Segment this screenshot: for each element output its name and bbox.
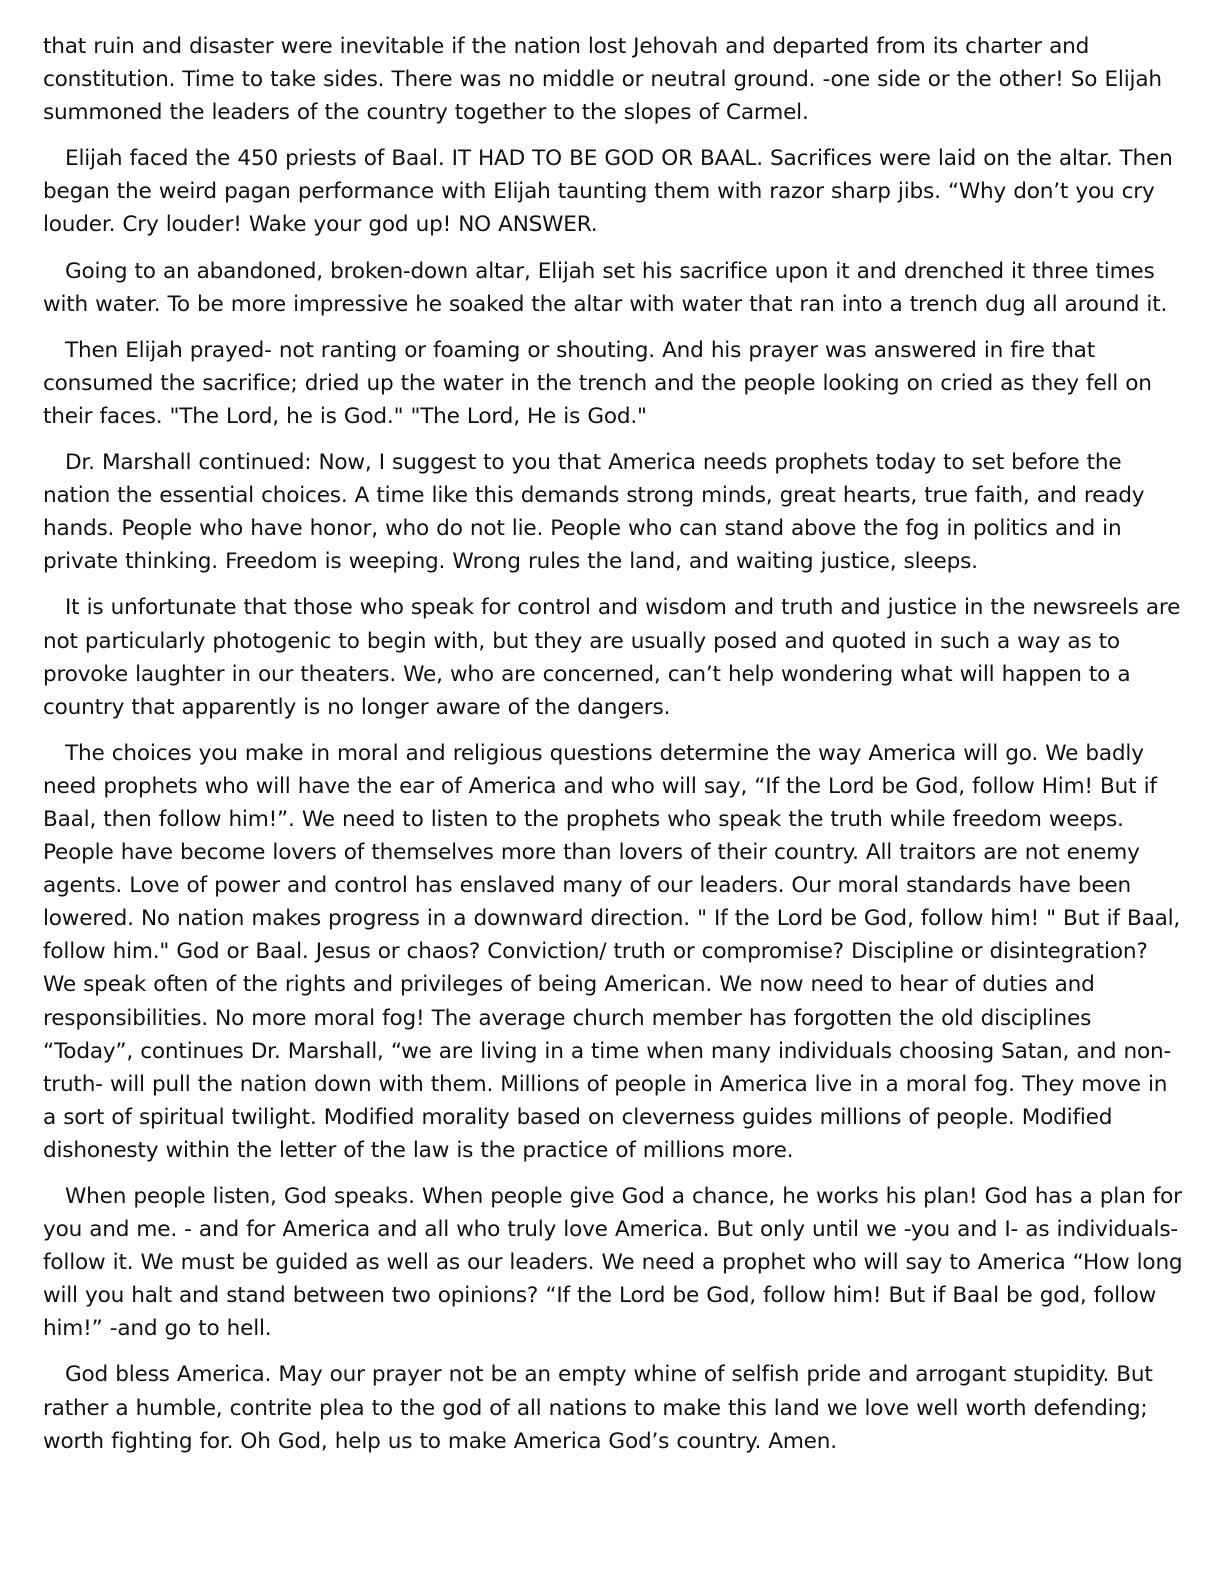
paragraph-god-speaks: When people listen, God speaks. When people give God a chance, he works his plan! God has a plan for you and me. - and for America and all who truly love America. But only until we -you and I- as individuals- follow it. We must be guided as well as our leaders. We need a prophet who will say to America “How long will you halt and stand between two opinions? “If the Lord be God, follow him! But if Baal be god, follow him!” -and go to hell. [43,1184,1183,1342]
paragraph-choices: The choices you make in moral and religious questions determine the way America will go. We badly need prophets who will have the ear of America and who will say, “If the Lord be God, follow Him! But if Baal, then follow him!”. We need to listen to the prophets who speak the truth while freedom weeps. People have become lovers of themselves more than lovers of their country. All traitors are not enemy agents. Love of power and control has enslaved many of our leaders. Our moral standards have been lowered. No nation makes progress in a downward direction. " If the Lord be God, follow him! " But if Baal, follow him." God or Baal. Jesus or chaos? Conviction/ truth or compromise? Discipline or disintegration? We speak often of the rights and privileges of being American. We now need to hear of duties and responsibilities. No more moral fog! The average church member has forgotten the old disciplines “Today”, continues Dr. Marshall, “we are living in a time when many individuals choosing Satan, and non-truth- will pull the nation down with them. Millions of people in America live in a moral fog. They move in a sort of spiritual twilight. Modified morality based on cleverness guides millions of people. Modified dishonesty within the letter of the law is the practice of millions more. [43,740,1181,1163]
paragraph-marshall: Dr. Marshall continued: Now, I suggest to you that America needs prophets today to set before the nation the essential choices. A time like this demands strong minds, great hearts, true faith, and ready hands. People who have honor, who do not lie. People who can stand above the fog in politics and in private thinking. Freedom is weeping. Wrong rules the land, and waiting justice, sleeps. [43,450,1145,575]
paragraph-newsreels: It is unfortunate that those who speak for control and wisdom and truth and justice in the newsreels are not particularly photogenic to begin with, but they are usually posed and quoted in such a way as to provoke laughter in our theaters. We, who are concerned, can’t help wondering what will happen to a country that apparently is no longer aware of the dangers. [43,595,1181,720]
paragraph-god-bless: God bless America. May our prayer not be an empty whine of selfish pride and arrogant stupidity. But rather a humble, contrite plea to the god of all nations to make this land we love well worth defending; worth fighting for. Oh God, help us to make America God’s country. Amen. [43,1362,1153,1454]
paragraph-continuation: that ruin and disaster were inevitable if the nation lost Jehovah and departed from its charter and constitution. Time to take sides. There was no middle or neutral ground. -one side or the other! So Elijah summoned the leaders of the country together to the slopes of Carmel. [43,34,1162,126]
paragraph-prayer: Then Elijah prayed- not ranting or foaming or shouting. And his prayer was answered in fire that consumed the sacrifice; dried up the water in the trench and the people looking on cried as they fell on their faces. "The Lord, he is God." "The Lord, He is God." [43,337,1152,429]
paragraph-elijah-priests: Elijah faced the 450 priests of Baal. IT HAD TO BE GOD OR BAAL. Sacrifices were laid on the altar. Then began the weird pagan performance with Elijah taunting them with razor sharp jibs. “Why don’t you cry louder. Cry louder! Wake your god up! NO ANSWER. [43,146,1173,238]
document-page [43,30,1183,1471]
paragraph-altar: Going to an abandoned, broken-down altar, Elijah set his sacrifice upon it and drenched it three times with water. To be more impressive he soaked the altar with water that ran into a trench dug all around it. [43,258,1168,317]
